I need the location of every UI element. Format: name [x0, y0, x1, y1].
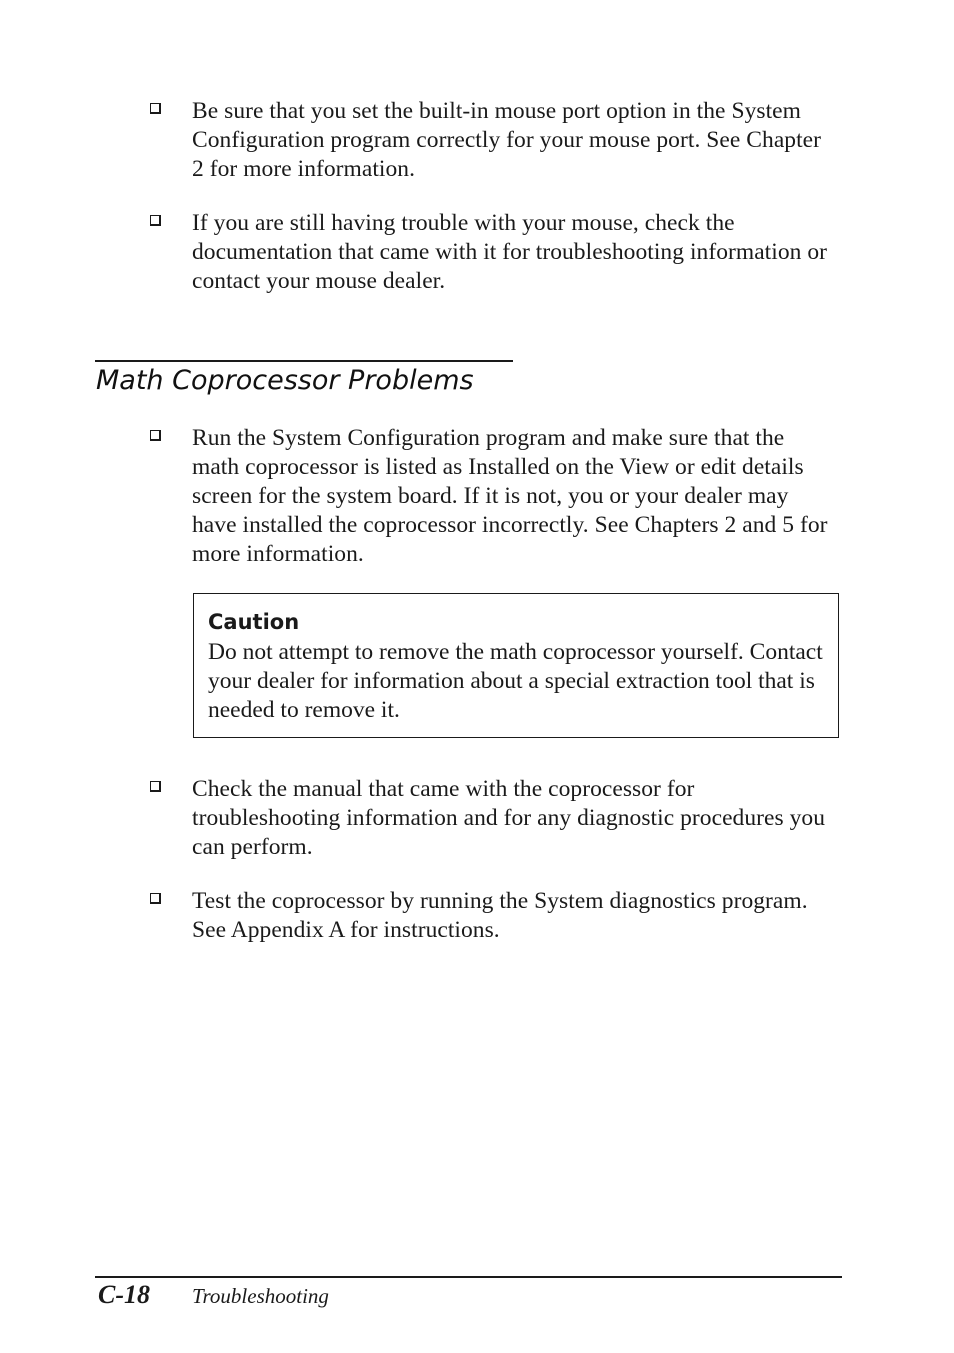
section-heading: Math Coprocessor Problems	[96, 365, 474, 396]
checkbox-bullet-icon	[150, 103, 161, 114]
heading-rule	[95, 360, 513, 362]
checkbox-bullet-icon	[150, 781, 161, 792]
list-item-text: Test the coprocessor by running the System diagnostics program. See Appendix A for instructions.	[192, 888, 808, 943]
caution-body: Do not attempt to remove the math coprocessor yourself. Contact your dealer for information about a special extraction tool that is needed to remove it.	[208, 639, 823, 723]
list-item-text: Check the manual that came with the coprocessor for troubleshooting information and for any diagnostic procedures you can perform.	[192, 776, 826, 860]
footer-label: Troubleshooting	[192, 1284, 329, 1308]
checkbox-bullet-icon	[150, 215, 161, 226]
caution-box	[193, 593, 839, 738]
footer-rule	[95, 1276, 842, 1278]
checkbox-bullet-icon	[150, 893, 161, 904]
list-item-text: If you are still having trouble with your mouse, check the documentation that came with it for troubleshooting information or contact your mouse dealer.	[192, 210, 828, 294]
caution-title: Caution	[208, 610, 300, 634]
page-number: C-18	[98, 1280, 150, 1309]
list-item-text: Run the System Configuration program and make sure that the math coprocessor is listed as Installed on the View or edit details screen for the system board. If it is not, you or your dealer may have installed the coprocessor incorrectly. See Chapters 2 and 5 for more information.	[192, 425, 828, 567]
checkbox-bullet-icon	[150, 430, 161, 441]
list-item-text: Be sure that you set the built-in mouse port option in the System Configuration program correctly for your mouse port. See Chapter 2 for more information.	[192, 98, 822, 182]
